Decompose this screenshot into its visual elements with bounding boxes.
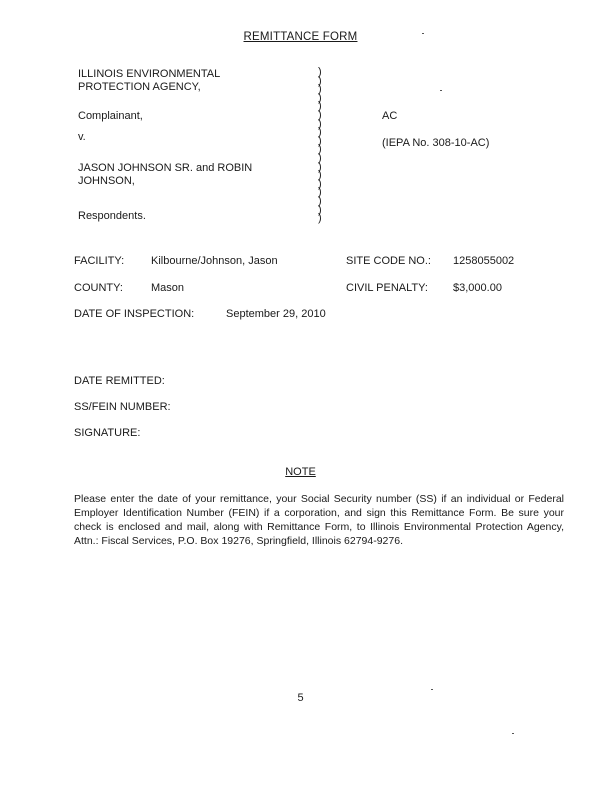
case-type: AC <box>382 110 398 122</box>
versus-label: v. <box>78 131 86 143</box>
scan-speck <box>512 733 514 734</box>
defendant-names: JASON JOHNSON SR. and ROBIN JOHNSON, <box>78 162 253 187</box>
note-heading: NOTE <box>285 466 316 478</box>
civil-penalty-label: CIVIL PENALTY: <box>346 282 428 294</box>
inspection-label: DATE OF INSPECTION: <box>74 308 195 320</box>
facility-value: Kilbourne/Johnson, Jason <box>151 255 278 267</box>
complainant-label: Complainant, <box>78 110 143 122</box>
scan-speck <box>431 689 433 690</box>
scan-speck <box>440 90 442 91</box>
county-label: COUNTY: <box>74 282 123 294</box>
site-code-label: SITE CODE NO.: <box>346 255 431 267</box>
date-remitted-field[interactable]: DATE REMITTED: <box>74 375 165 387</box>
county-value: Mason <box>151 282 185 294</box>
signature-field[interactable]: SIGNATURE: <box>74 427 141 439</box>
civil-penalty-value: $3,000.00 <box>453 282 502 294</box>
form-title: REMITTANCE FORM <box>243 31 358 43</box>
facility-label: FACILITY: <box>74 255 125 267</box>
inspection-value: September 29, 2010 <box>226 308 326 320</box>
respondents-label: Respondents. <box>78 210 146 222</box>
plaintiff-name: ILLINOIS ENVIRONMENTAL PROTECTION AGENCY, <box>78 68 221 93</box>
caption-bracket: ) ) ) ) ) ) ) ) ) ) ) ) ) ) ) ) ) ) <box>318 66 322 225</box>
note-body: Please enter the date of your remittance, your Social Security number (SS) if an individual or Federal Employer Identification Number (FEIN) if a corporation, and sign this Remittance Form. Be sure your check is enclosed and mail, along with Remittance Form, to Illinois Environmental Protection Agency, Attn.: Fiscal Services, P.O. Box 19276, Springfield, Illinois 62794-9276. <box>74 493 564 547</box>
case-number: (IEPA No. 308-10-AC) <box>382 137 490 149</box>
page-number: 5 <box>297 692 304 704</box>
ss-fein-field[interactable]: SS/FEIN NUMBER: <box>74 401 171 413</box>
site-code-value: 1258055002 <box>453 255 515 267</box>
scan-speck <box>422 33 424 34</box>
